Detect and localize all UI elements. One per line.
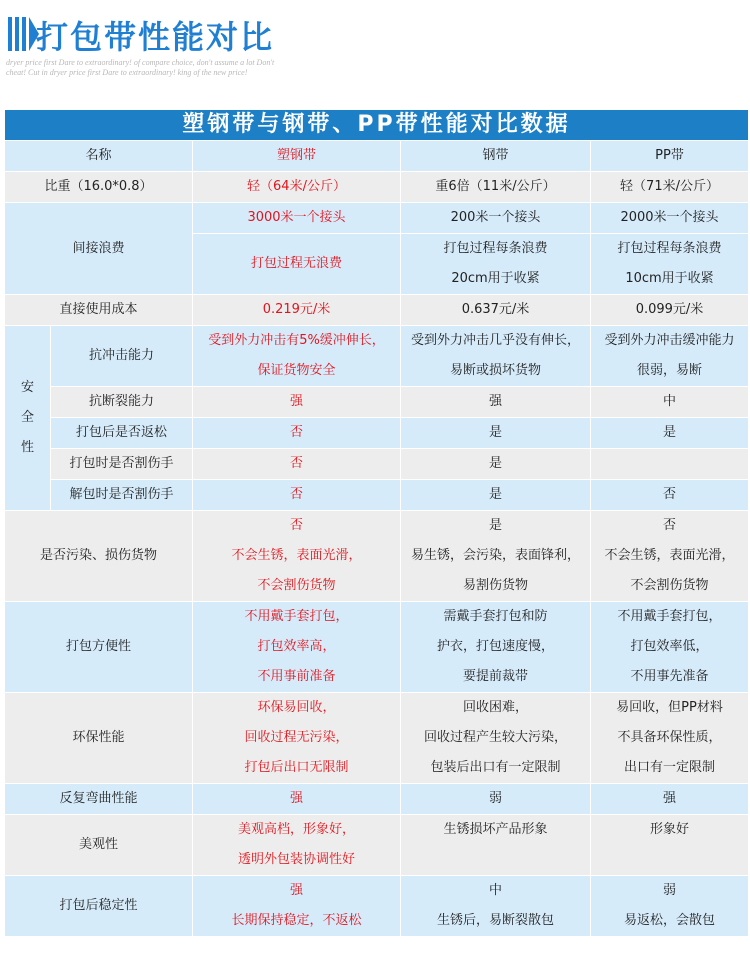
table-row bbox=[5, 172, 749, 203]
cell-line: 易回收，但PP材料 bbox=[616, 700, 723, 715]
cell-line: 不会生锈，表面光滑， bbox=[604, 548, 735, 563]
cell-line: 受到外力冲击几乎没有伸长， bbox=[410, 333, 580, 348]
cell-line: 不用戴手套打包， bbox=[617, 609, 722, 624]
cell-line: 不用事先准备 bbox=[630, 669, 709, 684]
table-row bbox=[5, 815, 749, 876]
cell-line: 要提前裁带 bbox=[462, 669, 528, 684]
cell-plastic-steel: 强 bbox=[193, 387, 401, 418]
cell-steel: 生锈损坏产品形象 bbox=[401, 815, 591, 876]
cell-line: 包装后出口有一定限制 bbox=[430, 760, 561, 775]
cell-steel bbox=[401, 326, 591, 387]
cell-pp bbox=[591, 234, 749, 295]
cell-steel: 是 bbox=[401, 480, 591, 511]
cell-pp: 0.099元/米 bbox=[591, 295, 749, 326]
cell-line: 不会生锈，表面光滑， bbox=[231, 548, 362, 563]
table-row bbox=[5, 326, 749, 387]
table-row bbox=[5, 295, 749, 326]
cell-line: 生锈后，易断裂散包 bbox=[436, 913, 554, 928]
cell-steel: 200米一个接头 bbox=[401, 203, 591, 234]
header-tagline: dryer price first Dare to extraordinary! of compare choice, don't assume a lot Don't cheat! Cut in dryer price first Dare to extraordinary! king of the new price! bbox=[6, 58, 275, 77]
cell-steel: 是 bbox=[401, 418, 591, 449]
table-row bbox=[5, 480, 749, 511]
cell-steel bbox=[401, 511, 591, 602]
row-label: 反复弯曲性能 bbox=[5, 784, 193, 815]
cell-pp: 强 bbox=[591, 784, 749, 815]
cell-line: 回收过程产生较大污染， bbox=[423, 730, 567, 745]
table-row bbox=[5, 418, 749, 449]
cell-pp: 是 bbox=[591, 418, 749, 449]
cell-plastic-steel: 否 bbox=[193, 418, 401, 449]
cell-line: 10cm用于收紧 bbox=[625, 271, 714, 286]
cell-pp bbox=[591, 449, 749, 480]
cell-line: 受到外力冲击有5%缓冲伸长， bbox=[208, 333, 385, 348]
cell-line: 很弱，易断 bbox=[637, 363, 703, 378]
cell-pp: 轻（71米/公斤） bbox=[591, 172, 749, 203]
cell-plastic-steel bbox=[193, 693, 401, 784]
cell-pp bbox=[591, 511, 749, 602]
cell-line: 长期保持稳定，不返松 bbox=[231, 913, 362, 928]
cell-pp: 否 bbox=[591, 480, 749, 511]
row-label: 环保性能 bbox=[5, 693, 193, 784]
cell-line: 出口有一定限制 bbox=[624, 760, 716, 775]
table-row bbox=[5, 602, 749, 693]
cell-steel: 弱 bbox=[401, 784, 591, 815]
row-label: 抗冲击能力 bbox=[51, 326, 193, 387]
page-header bbox=[0, 0, 750, 100]
cell-line: 易返松，会散包 bbox=[624, 913, 716, 928]
table-row bbox=[5, 449, 749, 480]
cell-plastic-steel: 否 bbox=[193, 449, 401, 480]
row-label: 美观性 bbox=[5, 815, 193, 876]
cell-line: 不用事前准备 bbox=[257, 669, 336, 684]
cell-steel: 强 bbox=[401, 387, 591, 418]
table-row bbox=[5, 784, 749, 815]
col-header-pp: PP带 bbox=[591, 141, 749, 172]
cell-line: 否 bbox=[289, 518, 303, 533]
cell-line: 打包过程每条浪费 bbox=[617, 241, 722, 256]
cell-pp bbox=[591, 602, 749, 693]
table-row bbox=[5, 203, 749, 234]
row-label: 间接浪费 bbox=[5, 203, 193, 295]
row-label: 直接使用成本 bbox=[5, 295, 193, 326]
cell-plastic-steel bbox=[193, 326, 401, 387]
cell-line: 弱 bbox=[663, 883, 677, 898]
page-title: 打包带性能对比 bbox=[36, 18, 275, 56]
cell-line: 环保易回收， bbox=[257, 700, 336, 715]
table-row bbox=[5, 511, 749, 602]
cell-plastic-steel: 3000米一个接头 bbox=[193, 203, 401, 234]
title-bars-icon bbox=[8, 17, 39, 51]
table-row bbox=[5, 876, 749, 937]
cell-pp bbox=[591, 693, 749, 784]
cell-pp: 2000米一个接头 bbox=[591, 203, 749, 234]
table-row bbox=[5, 387, 749, 418]
row-label: 打包后是否返松 bbox=[51, 418, 193, 449]
cell-line: 不具备环保性质， bbox=[617, 730, 722, 745]
row-label: 比重（16.0*0.8） bbox=[5, 172, 193, 203]
cell-plastic-steel bbox=[193, 602, 401, 693]
cell-line: 不用戴手套打包， bbox=[244, 609, 349, 624]
cell-plastic-steel bbox=[193, 876, 401, 937]
cell-line: 需戴手套打包和防 bbox=[443, 609, 548, 624]
cell-steel bbox=[401, 234, 591, 295]
cell-line: 否 bbox=[663, 518, 677, 533]
cell-line: 美观高档，形象好， bbox=[237, 822, 355, 837]
cell-line: 打包后出口无限制 bbox=[244, 760, 349, 775]
comparison-table bbox=[4, 109, 749, 937]
cell-line: 是 bbox=[488, 518, 502, 533]
cell-line: 保证货物安全 bbox=[257, 363, 336, 378]
cell-plastic-steel: 轻（64米/公斤） bbox=[193, 172, 401, 203]
row-label: 抗断裂能力 bbox=[51, 387, 193, 418]
cell-steel: 0.637元/米 bbox=[401, 295, 591, 326]
cell-line: 不会割伤货物 bbox=[257, 578, 336, 593]
col-header-plastic-steel: 塑钢带 bbox=[193, 141, 401, 172]
cell-line: 打包效率低， bbox=[630, 639, 709, 654]
table-banner-row bbox=[5, 110, 749, 141]
cell-line: 护衣，打包速度慢， bbox=[436, 639, 554, 654]
cell-steel bbox=[401, 602, 591, 693]
cell-line: 易断或损坏货物 bbox=[449, 363, 541, 378]
row-label: 打包时是否割伤手 bbox=[51, 449, 193, 480]
row-label: 是否污染、损伤货物 bbox=[5, 511, 193, 602]
cell-line: 受到外力冲击缓冲能力 bbox=[604, 333, 735, 348]
cell-pp bbox=[591, 876, 749, 937]
cell-line: 强 bbox=[289, 883, 303, 898]
row-label: 打包后稳定性 bbox=[5, 876, 193, 937]
cell-line: 回收过程无污染， bbox=[244, 730, 349, 745]
cell-line: 20cm用于收紧 bbox=[451, 271, 540, 286]
cell-line: 易生锈，会污染，表面锋利， bbox=[410, 548, 580, 563]
cell-line: 不会割伤货物 bbox=[630, 578, 709, 593]
cell-steel bbox=[401, 693, 591, 784]
cell-line: 中 bbox=[488, 883, 502, 898]
cell-line: 透明外包装协调性好 bbox=[237, 852, 355, 867]
col-header-steel: 钢带 bbox=[401, 141, 591, 172]
cell-plastic-steel: 否 bbox=[193, 480, 401, 511]
cell-line: 打包过程每条浪费 bbox=[443, 241, 548, 256]
cell-pp: 形象好 bbox=[591, 815, 749, 876]
cell-line: 回收困难， bbox=[462, 700, 528, 715]
cell-plastic-steel bbox=[193, 815, 401, 876]
cell-pp: 中 bbox=[591, 387, 749, 418]
safety-group-label: 安 全 性 bbox=[5, 326, 51, 511]
cell-pp bbox=[591, 326, 749, 387]
table-banner: 塑钢带与钢带、PP带性能对比数据 bbox=[5, 110, 749, 141]
col-header-name: 名称 bbox=[5, 141, 193, 172]
cell-plastic-steel bbox=[193, 511, 401, 602]
cell-steel bbox=[401, 876, 591, 937]
cell-plastic-steel: 强 bbox=[193, 784, 401, 815]
row-label: 解包时是否割伤手 bbox=[51, 480, 193, 511]
cell-line: 打包效率高， bbox=[257, 639, 336, 654]
cell-plastic-steel: 0.219元/米 bbox=[193, 295, 401, 326]
cell-line: 易割伤货物 bbox=[462, 578, 528, 593]
cell-plastic-steel: 打包过程无浪费 bbox=[193, 234, 401, 295]
cell-steel: 重6倍（11米/公斤） bbox=[401, 172, 591, 203]
table-row bbox=[5, 693, 749, 784]
row-label: 打包方便性 bbox=[5, 602, 193, 693]
cell-steel: 是 bbox=[401, 449, 591, 480]
table-header-row bbox=[5, 141, 749, 172]
